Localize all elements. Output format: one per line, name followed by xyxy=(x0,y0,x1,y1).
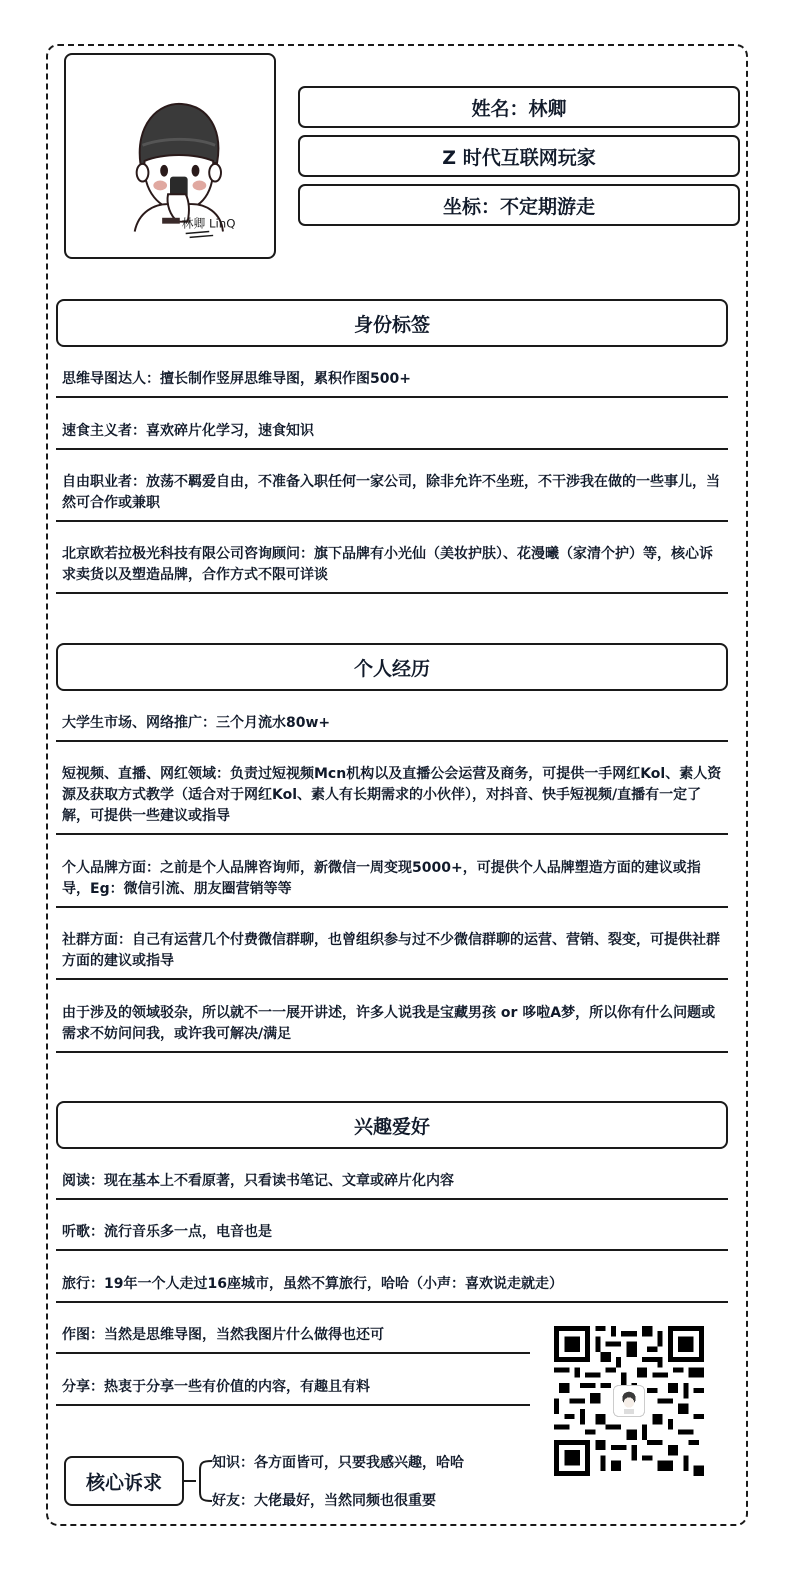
list-item: 速食主义者：喜欢碎片化学习，速食知识 xyxy=(56,420,728,450)
tagline-pill: Z 时代互联网玩家 xyxy=(298,135,740,177)
list-item: 旅行：19年一个人走过16座城市，虽然不算旅行，哈哈（小声：喜欢说走就走） xyxy=(56,1271,728,1303)
list-item: 短视频、直播、网红领域：负责过短视频Mcn机构以及直播公会运营及商务，可提供一手网红Kol、素人资源及获取方式教学（适合对于网红Kol、素人有长期需求的小伙伴），对抖音、快手短视频/直播有一定了解，可提供一些建议或指导 xyxy=(56,762,728,835)
section-header-identity: 身份标签 xyxy=(56,299,728,347)
list-item: 由于涉及的领域驳杂，所以就不一一展开讲述，许多人说我是宝藏男孩 or 哆啦A梦，所以你有什么问题或需求不妨问问我，或许我可解决/满足 xyxy=(56,1001,728,1053)
list-item: 分享：热衷于分享一些有价值的内容，有趣且有料 xyxy=(56,1374,530,1406)
list-item: 阅读：现在基本上不看原著，只看读书笔记、文章或碎片化内容 xyxy=(56,1170,728,1200)
list-item: 个人品牌方面：之前是个人品牌咨询师，新微信一周变现5000+，可提供个人品牌塑造方面的建议或指导，Eg：微信引流、朋友圈营销等等 xyxy=(56,856,728,908)
name-pill: 姓名：林卿 xyxy=(298,86,740,128)
section-header-experience: 个人经历 xyxy=(56,643,728,691)
core-demand-label: 核心诉求 xyxy=(64,1456,184,1506)
list-item: 作图：当然是思维导图，当然我图片什么做得也还可 xyxy=(56,1322,530,1354)
qr-code-icon xyxy=(553,1326,705,1476)
list-item: 听歌：流行音乐多一点，电音也是 xyxy=(56,1221,728,1251)
avatar xyxy=(64,53,276,259)
list-item: 自由职业者：放荡不羁爱自由，不准备入职任何一家公司，除非允许不坐班，不干涉我在做的一些事儿，当然可合作或兼职 xyxy=(56,470,728,522)
list-item: 思维导图达人：擅长制作竖屏思维导图，累积作图500+ xyxy=(56,368,728,398)
section-header-hobbies: 兴趣爱好 xyxy=(56,1101,728,1149)
svg-text:林卿 LinQ: 林卿 LinQ xyxy=(181,216,236,231)
core-demand-item: 好友：大佬最好，当然同频也很重要 xyxy=(212,1493,436,1509)
bracket-connector-icon xyxy=(184,1458,214,1504)
list-item: 大学生市场、网络推广：三个月流水80w+ xyxy=(56,712,728,742)
location-pill: 坐标：不定期游走 xyxy=(298,184,740,226)
list-item: 社群方面：自己有运营几个付费微信群聊，也曾组织参与过不少微信群聊的运营、营销、裂变，可提供社群方面的建议或指导 xyxy=(56,928,728,980)
core-demand-item: 知识：各方面皆可，只要我感兴趣，哈哈 xyxy=(212,1455,464,1471)
list-item: 北京欧若拉极光科技有限公司咨询顾问：旗下品牌有小光仙（美妆护肤）、花漫曦（家清个护）等，核心诉求卖货以及塑造品牌，合作方式不限可详谈 xyxy=(56,542,728,594)
avatar-illustration-icon xyxy=(66,55,274,257)
